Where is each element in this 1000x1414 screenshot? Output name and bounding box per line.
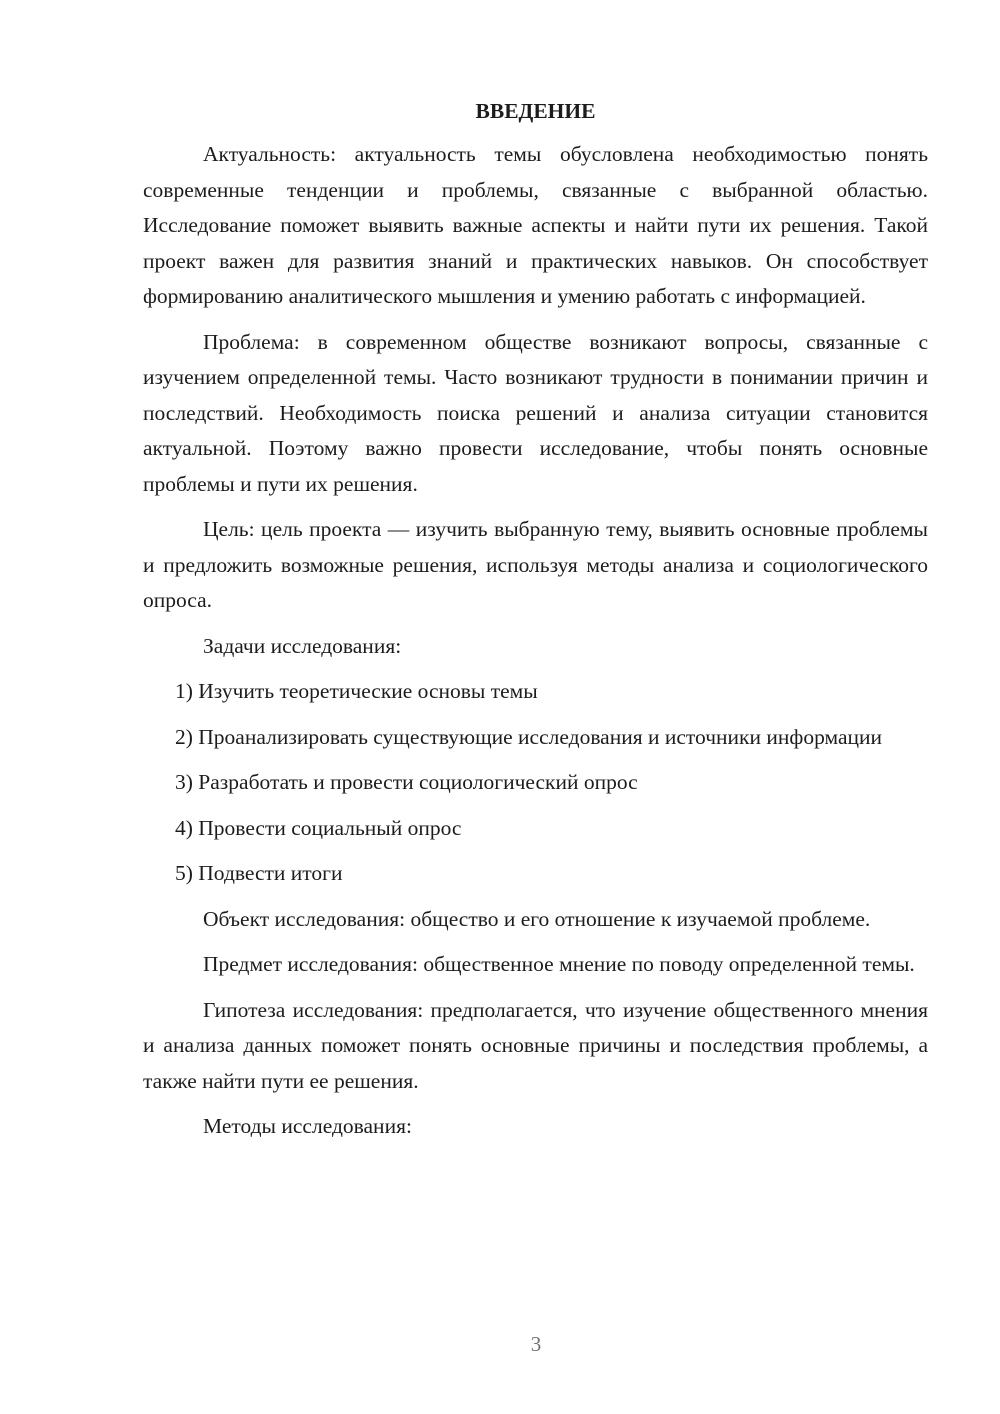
task-item-2: 2) Проанализировать существующие исследования и источники информации xyxy=(175,724,883,749)
relevance-paragraph: Актуальность: актуальность темы обусловлена необходимостью понять современные тенденции и проблемы, связанные с выбранной областью. Исследование поможет выявить важные аспекты и найти пути их решения. Такой проект важен для развития знаний и практических навыков. Он способствует формированию аналитического мышления и умению работать с информацией. xyxy=(143,142,928,308)
goal-paragraph: Цель: цель проекта — изучить выбранную тему, выявить основные проблемы и предложить возможные решения, используя методы анализа и социологического опроса. xyxy=(143,517,928,612)
section-title: ВВЕДЕНИЕ xyxy=(475,99,596,123)
document-page xyxy=(143,96,928,1155)
task-item-5: 5) Подвести итоги xyxy=(175,861,343,885)
task-item-1: 1) Изучить теоретические основы темы xyxy=(175,679,538,703)
hypothesis-paragraph: Гипотеза исследования: предполагается, что изучение общественного мнения и анализа данных поможет понять основные причины и последствия проблемы, а также найти пути ее решения. xyxy=(143,997,928,1093)
task-item-3: 3) Разработать и провести социологический опрос xyxy=(175,770,638,794)
tasks-heading: Задачи исследования: xyxy=(203,633,402,658)
methods-heading: Методы исследования: xyxy=(203,1114,412,1138)
subject-paragraph: Предмет исследования: общественное мнение по поводу определенной темы. xyxy=(203,952,915,976)
problem-paragraph: Проблема: в современном обществе возникают вопросы, связанные с изучением определенной темы. Часто возникают трудности в понимании причин и последствий. Необходимость поиска решений и анализа ситуации становится актуальной. Поэтому важно провести исследование, чтобы понять основные проблемы и пути их решения. xyxy=(143,329,928,496)
page-number: 3 xyxy=(530,1332,542,1356)
object-paragraph: Объект исследования: общество и его отношение к изучаемой проблеме. xyxy=(203,906,871,931)
task-item-4: 4) Провести социальный опрос xyxy=(175,815,462,840)
